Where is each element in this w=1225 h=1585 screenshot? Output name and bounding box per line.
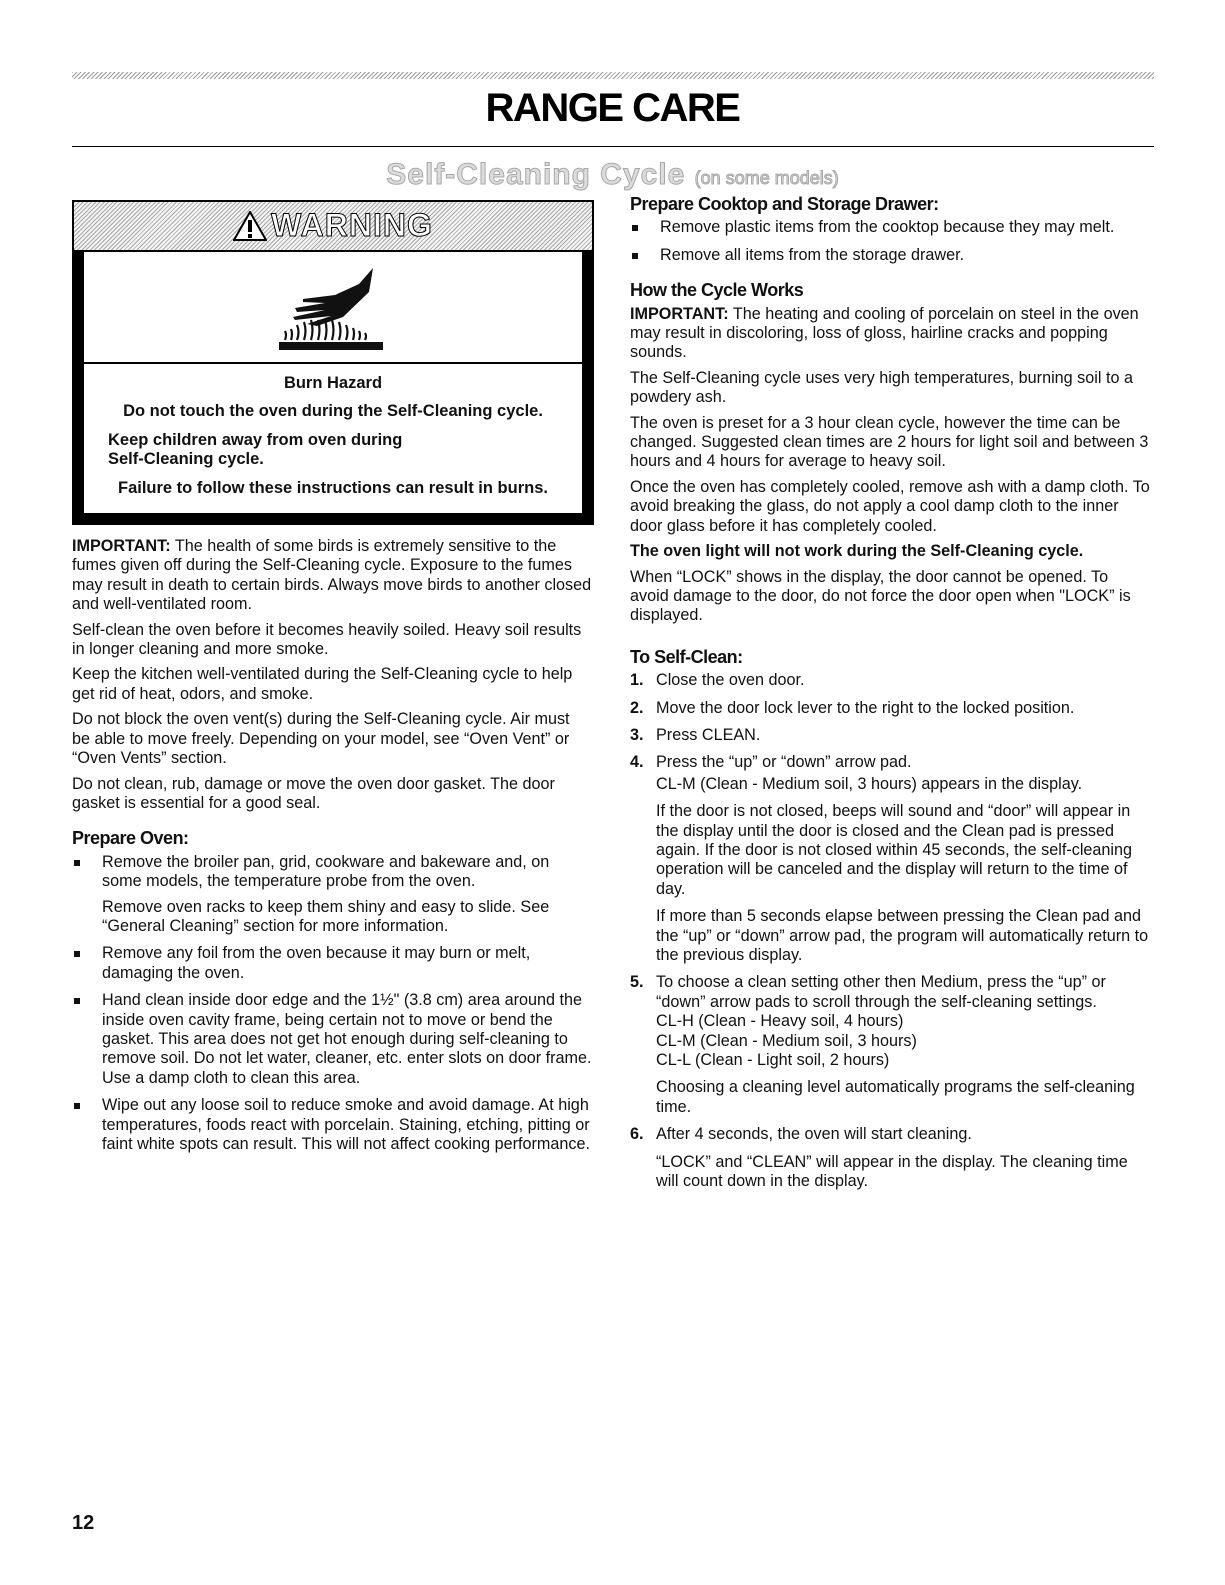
list-item-text: Remove oven racks to keep them shiny and easy to slide. See “General Cleaning” section for more information. bbox=[102, 897, 550, 935]
step-text: To choose a clean setting other then Medium, press the “up” or “down” arrow pads to scroll through the self-cleaning settings. bbox=[656, 973, 1106, 1011]
to-self-clean-heading: To Self-Clean: bbox=[630, 646, 743, 667]
step-item bbox=[630, 726, 1150, 745]
page-title: RANGE CARE bbox=[485, 86, 740, 130]
step-text: Close the oven door. bbox=[656, 671, 805, 690]
list-item bbox=[72, 853, 592, 937]
prepare-oven-list bbox=[72, 853, 592, 1155]
list-item bbox=[72, 1096, 592, 1154]
right-column bbox=[630, 195, 1150, 1199]
step-text: After 4 seconds, the oven will start cleaning. bbox=[656, 1125, 972, 1144]
self-clean-steps bbox=[630, 671, 1150, 1191]
how-important-paragraph bbox=[630, 305, 1150, 363]
important-text: The heating and cooling of porcelain on steel in the oven may result in discoloring, loss of gloss, hairline cracks and popping sounds. bbox=[630, 304, 1139, 362]
step-text: Press the “up” or “down” arrow pad. bbox=[656, 753, 912, 772]
step-text: If more than 5 seconds elapse between pressing the Clean pad and the “up” or “down” arrow pad, the program will automatically return to the previous display. bbox=[656, 907, 1149, 964]
step-text: Press CLEAN. bbox=[656, 725, 761, 744]
list-item bbox=[72, 991, 592, 1088]
important-label: IMPORTANT: bbox=[72, 537, 171, 556]
important-text: The health of some birds is extremely sensitive to the fumes given off during the Self-Cleaning cycle. Exposure to the fumes may result in death to certain birds. Always move birds to another closed and well-ventilated room. bbox=[72, 537, 592, 614]
title-rule bbox=[72, 146, 1154, 147]
warning-line-1: Do not touch the oven during the Self-Cleaning cycle. bbox=[123, 402, 543, 421]
warning-line-4: Failure to follow these instructions can result in burns. bbox=[118, 478, 548, 497]
paragraph: Once the oven has completely cooled, remove ash with a damp cloth. To avoid breaking the glass, do not apply a cool damp cloth to the inner door glass before it has completely cooled. bbox=[630, 477, 1150, 535]
warning-text bbox=[84, 364, 582, 513]
top-hatched-rule bbox=[72, 72, 1154, 79]
lock-note: When “LOCK” shows in the display, the door cannot be opened. To avoid damage to the door, do not force the door open when "LOCK” is displayed. bbox=[630, 567, 1131, 625]
important-paragraph bbox=[72, 537, 592, 615]
list-item-text: Remove all items from the storage drawer. bbox=[660, 245, 965, 264]
list-item-text: Remove plastic items from the cooktop because they may melt. bbox=[660, 218, 1115, 237]
alert-triangle-icon bbox=[233, 211, 267, 241]
step-item bbox=[630, 1125, 1150, 1191]
warning-header bbox=[74, 202, 592, 252]
page-number: 12 bbox=[72, 1512, 95, 1534]
list-item-text: Wipe out any loose soil to reduce smoke and avoid damage. At high temperatures, foods react with porcelain. Staining, etching, pitting or faint white spots can result. This will not affect cooking performance. bbox=[102, 1096, 590, 1153]
warning-inner bbox=[74, 252, 592, 523]
warning-line-3: Self-Cleaning cycle. bbox=[108, 450, 264, 469]
warning-label: WARNING bbox=[271, 207, 433, 244]
step-number: 5. bbox=[630, 973, 644, 992]
step-text: CL-M (Clean - Medium soil, 3 hours) bbox=[656, 1031, 917, 1050]
important-label: IMPORTANT: bbox=[630, 304, 729, 323]
prepare-cooktop-heading: Prepare Cooktop and Storage Drawer: bbox=[630, 194, 939, 214]
step-item bbox=[630, 753, 1150, 965]
step-text: Move the door lock lever to the right to the locked position. bbox=[656, 698, 1075, 717]
step-number: 1. bbox=[630, 671, 644, 690]
section-title-sub: (on some models) bbox=[694, 168, 839, 188]
list-item-text: Hand clean inside door edge and the 1½" (3.8 cm) area around the inside oven cavity frame, being certain not to move or bend the gasket. This area does not get hot enough during self-cleaning to remove soil. Do not let water, cleaner, etc. enter slots on door frame. Use a damp cloth to clean this area. bbox=[102, 991, 592, 1087]
step-text: CL-M (Clean - Medium soil, 3 hours) appears in the display. bbox=[656, 774, 1083, 793]
step-item bbox=[630, 973, 1150, 1117]
step-item bbox=[630, 699, 1150, 718]
how-cycle-works-heading: How the Cycle Works bbox=[630, 280, 804, 301]
step-number: 4. bbox=[630, 753, 644, 772]
paragraph: Do not clean, rub, damage or move the oven door gasket. The door gasket is essential for a good seal. bbox=[72, 774, 555, 812]
warning-box bbox=[72, 200, 594, 525]
prepare-oven-heading: Prepare Oven: bbox=[72, 828, 189, 849]
section-title-main: Self-Cleaning Cycle bbox=[386, 158, 686, 191]
step-text: If the door is not closed, beeps will sound and “door” will appear in the display until the door is closed and the Clean pad is pressed again. If the door is not closed within 45 seconds, the self-cleaning operation will be canceled and the display will return to the time of day. bbox=[656, 802, 1133, 898]
prepare-cooktop-list bbox=[630, 218, 1150, 265]
section-title bbox=[0, 158, 1225, 192]
list-item-text: Remove any foil from the oven because it may burn or melt, damaging the oven. bbox=[102, 944, 531, 982]
step-text: “LOCK” and “CLEAN” will appear in the display. The cleaning time will count down in the display. bbox=[656, 1152, 1128, 1191]
list-item bbox=[630, 218, 1150, 237]
oven-light-note: The oven light will not work during the Self-Cleaning cycle. bbox=[630, 542, 1084, 561]
paragraph: Self-clean the oven before it becomes heavily soiled. Heavy soil results in longer cleaning and more smoke. bbox=[72, 620, 582, 659]
step-number: 3. bbox=[630, 725, 644, 744]
left-column bbox=[72, 200, 592, 1162]
warning-icon-area bbox=[84, 252, 582, 364]
hazard-title: Burn Hazard bbox=[283, 374, 383, 392]
paragraph: Do not block the oven vent(s) during the Self-Cleaning cycle. Air must be able to move freely. Depending on your model, see “Oven Vent” or “Oven Vents” section. bbox=[72, 710, 570, 768]
list-item-text: Remove the broiler pan, grid, cookware and bakeware and, on some models, the temperature probe from the oven. bbox=[102, 852, 550, 891]
step-text: CL-H (Clean - Heavy soil, 4 hours) bbox=[656, 1012, 904, 1031]
list-item bbox=[72, 944, 592, 983]
paragraph: Keep the kitchen well-ventilated during the Self-Cleaning cycle to help get rid of heat, odors, and smoke. bbox=[72, 665, 573, 703]
step-number: 6. bbox=[630, 1125, 644, 1144]
step-item bbox=[630, 671, 1150, 690]
paragraph: The oven is preset for a 3 hour clean cycle, however the time can be changed. Suggested clean times are 2 hours for light soil and between 3 hours and 4 hours for average to heavy soil. bbox=[630, 413, 1149, 471]
list-item bbox=[630, 246, 1150, 265]
step-number: 2. bbox=[630, 698, 644, 717]
hot-surface-hand-icon bbox=[273, 262, 393, 352]
warning-line-2: Keep children away from oven during bbox=[108, 430, 403, 449]
step-text: Choosing a cleaning level automatically programs the self-cleaning time. bbox=[656, 1078, 1135, 1116]
step-text: CL-L (Clean - Light soil, 2 hours) bbox=[656, 1051, 890, 1070]
paragraph: The Self-Cleaning cycle uses very high temperatures, burning soil to a powdery ash. bbox=[630, 368, 1133, 407]
